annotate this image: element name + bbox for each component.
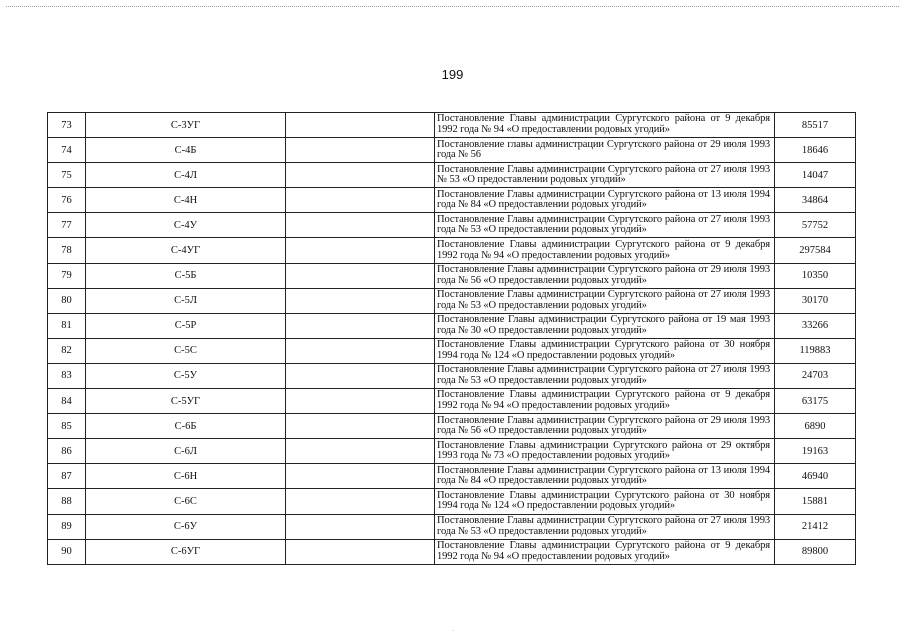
row-number-cell: 78: [48, 238, 86, 263]
document-reference-cell: Постановление Главы администрации Сургутского района от 30 ноября 1994 года № 124 «О предоставлении родовых угодий»: [435, 338, 775, 363]
area-value-cell: 14047: [775, 163, 856, 188]
row-number-cell: 88: [48, 489, 86, 514]
row-number-cell: 79: [48, 263, 86, 288]
parcel-code-cell: С-6Б: [86, 414, 286, 439]
area-value-cell: 119883: [775, 338, 856, 363]
table-row: [48, 238, 856, 263]
row-number-cell: 74: [48, 138, 86, 163]
empty-cell: [286, 113, 435, 138]
empty-cell: [286, 288, 435, 313]
document-reference-cell: Постановление Главы администрации Сургутского района от 27 июля 1993 № 53 «О предоставлении родовых угодий»: [435, 163, 775, 188]
parcel-code-cell: С-6С: [86, 489, 286, 514]
parcel-code-cell: С-5Л: [86, 288, 286, 313]
document-reference-cell: Постановление Главы администрации Сургутского района от 13 июля 1994 года № 84 «О предоставлении родовых угодий»: [435, 464, 775, 489]
area-value-cell: 21412: [775, 514, 856, 539]
table-row: [48, 138, 856, 163]
scan-mark: ·: [452, 627, 455, 635]
row-number-cell: 76: [48, 188, 86, 213]
area-value-cell: 24703: [775, 363, 856, 388]
table-row: [48, 263, 856, 288]
parcel-code-cell: С-4Л: [86, 163, 286, 188]
document-reference-cell: Постановление главы администрации Сургутского района от 29 июля 1993 года № 56: [435, 138, 775, 163]
empty-cell: [286, 464, 435, 489]
parcel-code-cell: С-5С: [86, 338, 286, 363]
area-value-cell: 34864: [775, 188, 856, 213]
table-row: [48, 313, 856, 338]
document-reference-cell: Постановление Главы администрации Сургутского района от 27 июля 1993 года № 53 «О предоставлении родовых угодий»: [435, 514, 775, 539]
row-number-cell: 86: [48, 439, 86, 464]
empty-cell: [286, 263, 435, 288]
table-row: [48, 363, 856, 388]
row-number-cell: 80: [48, 288, 86, 313]
table-row: [48, 113, 856, 138]
area-value-cell: 33266: [775, 313, 856, 338]
empty-cell: [286, 188, 435, 213]
area-value-cell: 10350: [775, 263, 856, 288]
empty-cell: [286, 313, 435, 338]
row-number-cell: 84: [48, 389, 86, 414]
table-row: [48, 288, 856, 313]
empty-cell: [286, 439, 435, 464]
row-number-cell: 90: [48, 539, 86, 564]
parcel-code-cell: С-4У: [86, 213, 286, 238]
table-body: [48, 113, 856, 565]
parcel-code-cell: С-6Л: [86, 439, 286, 464]
document-reference-cell: Постановление Главы администрации Сургутского района от 9 декабря 1992 года № 94 «О предоставлении родовых угодий»: [435, 389, 775, 414]
parcel-code-cell: С-5Б: [86, 263, 286, 288]
parcel-code-cell: С-6УГ: [86, 539, 286, 564]
table-row: [48, 464, 856, 489]
empty-cell: [286, 489, 435, 514]
empty-cell: [286, 363, 435, 388]
row-number-cell: 81: [48, 313, 86, 338]
empty-cell: [286, 389, 435, 414]
parcel-code-cell: С-4Н: [86, 188, 286, 213]
table-row: [48, 539, 856, 564]
row-number-cell: 89: [48, 514, 86, 539]
document-reference-cell: Постановление Главы администрации Сургутского района от 9 декабря 1992 года № 94 «О предоставлении родовых угодий»: [435, 539, 775, 564]
land-registry-table: [47, 112, 856, 565]
document-reference-cell: Постановление Главы администрации Сургутского района от 9 декабря 1992 года № 94 «О предоставлении родовых угодий»: [435, 113, 775, 138]
table-row: [48, 338, 856, 363]
area-value-cell: 6890: [775, 414, 856, 439]
document-reference-cell: Постановление Главы администрации Сургутского района от 27 июля 1993 года № 53 «О предоставлении родовых угодий»: [435, 288, 775, 313]
parcel-code-cell: С-6У: [86, 514, 286, 539]
document-reference-cell: Постановление Главы администрации Сургутского района от 29 июля 1993 года № 56 «О предоставлении родовых угодий»: [435, 414, 775, 439]
scan-header-noise: [6, 6, 899, 7]
row-number-cell: 73: [48, 113, 86, 138]
parcel-code-cell: С-3УГ: [86, 113, 286, 138]
table-row: [48, 514, 856, 539]
page-number: 199: [441, 67, 464, 82]
document-reference-cell: Постановление Главы администрации Сургутского района от 19 мая 1993 года № 30 «О предоставлении родовых угодий»: [435, 313, 775, 338]
document-reference-cell: Постановление Главы администрации Сургутского района от 30 ноября 1994 года № 124 «О предоставлении родовых угодий»: [435, 489, 775, 514]
area-value-cell: 63175: [775, 389, 856, 414]
parcel-code-cell: С-5УГ: [86, 389, 286, 414]
empty-cell: [286, 514, 435, 539]
row-number-cell: 82: [48, 338, 86, 363]
document-reference-cell: Постановление Главы администрации Сургутского района от 29 июля 1993 года № 56 «О предоставлении родовых угодий»: [435, 263, 775, 288]
parcel-code-cell: С-5У: [86, 363, 286, 388]
empty-cell: [286, 213, 435, 238]
area-value-cell: 297584: [775, 238, 856, 263]
row-number-cell: 77: [48, 213, 86, 238]
empty-cell: [286, 414, 435, 439]
area-value-cell: 46940: [775, 464, 856, 489]
document-reference-cell: Постановление Главы администрации Сургутского района от 13 июля 1994 года № 84 «О предоставлении родовых угодий»: [435, 188, 775, 213]
table-row: [48, 188, 856, 213]
row-number-cell: 75: [48, 163, 86, 188]
document-reference-cell: Постановление Главы администрации Сургутского района от 27 июля 1993 года № 53 «О предоставлении родовых угодий»: [435, 213, 775, 238]
parcel-code-cell: С-5Р: [86, 313, 286, 338]
table-row: [48, 439, 856, 464]
area-value-cell: 30170: [775, 288, 856, 313]
table-row: [48, 414, 856, 439]
parcel-code-cell: С-4УГ: [86, 238, 286, 263]
parcel-code-cell: С-4Б: [86, 138, 286, 163]
area-value-cell: 89800: [775, 539, 856, 564]
row-number-cell: 83: [48, 363, 86, 388]
empty-cell: [286, 238, 435, 263]
table-row: [48, 489, 856, 514]
area-value-cell: 15881: [775, 489, 856, 514]
empty-cell: [286, 163, 435, 188]
table-row: [48, 389, 856, 414]
document-reference-cell: Постановление Главы администрации Сургутского района от 9 декабря 1992 года № 94 «О предоставлении родовых угодий»: [435, 238, 775, 263]
empty-cell: [286, 539, 435, 564]
row-number-cell: 85: [48, 414, 86, 439]
document-reference-cell: Постановление Главы администрации Сургутского района от 29 октября 1993 года № 73 «О предоставлении родовых угодий»: [435, 439, 775, 464]
table-row: [48, 213, 856, 238]
area-value-cell: 57752: [775, 213, 856, 238]
row-number-cell: 87: [48, 464, 86, 489]
area-value-cell: 18646: [775, 138, 856, 163]
table-row: [48, 163, 856, 188]
area-value-cell: 85517: [775, 113, 856, 138]
empty-cell: [286, 338, 435, 363]
empty-cell: [286, 138, 435, 163]
document-reference-cell: Постановление Главы администрации Сургутского района от 27 июля 1993 года № 53 «О предоставлении родовых угодий»: [435, 363, 775, 388]
parcel-code-cell: С-6Н: [86, 464, 286, 489]
area-value-cell: 19163: [775, 439, 856, 464]
